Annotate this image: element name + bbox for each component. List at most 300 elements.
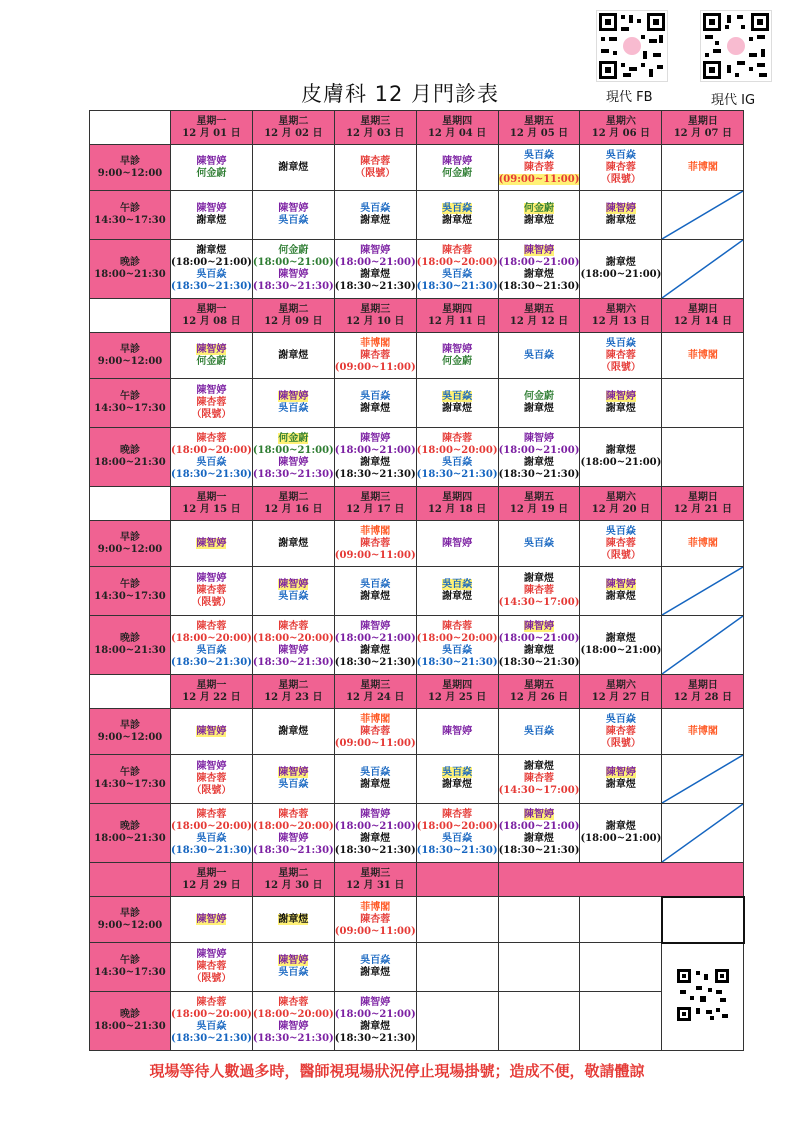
entry-text: 陳杏蓉 xyxy=(196,621,227,632)
date-label: 12 月 31 日 xyxy=(346,879,405,891)
doctor-entry xyxy=(499,215,580,227)
date-label: 12 月 07 日 xyxy=(673,127,732,139)
slot-name: 午診 xyxy=(120,203,140,214)
doctor-entry xyxy=(580,269,661,281)
weekday-label: 星期五 xyxy=(524,115,554,127)
entry-text: (18:30~21:30) xyxy=(171,1033,252,1044)
doctor-entry xyxy=(580,526,661,538)
doctor-entry xyxy=(417,356,498,368)
entry-text: 陳杏蓉 xyxy=(360,537,391,549)
doctor-entry xyxy=(335,526,416,538)
entry-text: (18:30~21:30) xyxy=(252,1033,334,1044)
doctor-entry xyxy=(580,350,661,362)
doctor-entry xyxy=(253,997,334,1009)
doctor-entry xyxy=(171,809,252,821)
entry-text: 謝章煜 xyxy=(605,591,636,602)
entry-text: 陳智婷 xyxy=(196,155,227,167)
doctor-entry xyxy=(417,168,498,180)
doctor-entry xyxy=(171,281,252,293)
doctor-entry xyxy=(171,433,252,445)
date-label: 12 月 20 日 xyxy=(591,503,651,515)
entry-text: 謝章煜 xyxy=(442,591,473,602)
entry-text: 陳智婷 xyxy=(442,155,473,167)
doctor-entry xyxy=(335,338,416,350)
doctor-entry xyxy=(662,162,743,174)
entry-text: 吳百焱 xyxy=(360,579,391,590)
entry-text: (18:00~20:00) xyxy=(171,1009,252,1020)
entry-text: 謝章煜 xyxy=(524,269,554,280)
slot-name: 午診 xyxy=(120,391,140,402)
doctor-entry xyxy=(171,409,252,421)
entry-text: (18:00~20:00) xyxy=(171,445,252,456)
schedule-cell xyxy=(416,191,498,240)
slot-row-evening xyxy=(90,428,744,487)
schedule-cell xyxy=(171,333,253,379)
empty-cell xyxy=(498,992,580,1051)
entry-text: (18:30~21:30) xyxy=(334,281,416,292)
schedule-cell xyxy=(334,145,416,191)
entry-text: 陳智婷 xyxy=(360,997,391,1008)
slot-label xyxy=(90,145,171,191)
slot-row-morning xyxy=(90,521,744,567)
doctor-entry xyxy=(253,445,334,457)
day-header xyxy=(416,487,498,521)
entry-text: 謝章煜 xyxy=(605,403,636,414)
doctor-entry xyxy=(335,457,416,469)
entry-text: (18:00~21:00) xyxy=(498,257,580,268)
entry-text: (18:00~21:00) xyxy=(252,257,334,268)
weekday-label: 星期二 xyxy=(278,491,309,503)
entry-text: 陳智婷 xyxy=(605,391,636,402)
day-header xyxy=(416,111,498,145)
weekday-label: 星期四 xyxy=(442,491,473,503)
doctor-entry xyxy=(499,726,580,738)
entry-text: 吳百焱 xyxy=(278,779,309,790)
doctor-entry xyxy=(499,457,580,469)
schedule-cell xyxy=(334,191,416,240)
entry-text: （限號） xyxy=(191,785,232,796)
doctor-entry xyxy=(499,538,580,550)
doctor-entry xyxy=(171,961,252,973)
entry-text: 謝章煜 xyxy=(278,537,309,549)
schedule-cell xyxy=(334,521,416,567)
doctor-entry xyxy=(580,162,661,174)
empty-cell xyxy=(416,943,498,992)
entry-text: 陳智婷 xyxy=(360,809,391,820)
schedule-cell xyxy=(416,616,498,675)
entry-text: 陳智婷 xyxy=(278,955,309,966)
slot-label xyxy=(90,428,171,487)
entry-text: (18:00~21:00) xyxy=(498,445,580,456)
doctor-entry xyxy=(335,215,416,227)
doctor-entry xyxy=(499,162,580,174)
doctor-entry xyxy=(417,257,498,269)
ig-label: 現代 IG xyxy=(711,93,756,108)
closed-cell xyxy=(662,240,744,299)
day-header xyxy=(334,299,416,333)
entry-text: 吳百焱 xyxy=(524,149,554,161)
entry-text: (18:00~20:00) xyxy=(171,633,252,644)
schedule-cell xyxy=(171,567,253,616)
entry-text: 吳百焱 xyxy=(605,337,636,349)
day-header xyxy=(171,111,253,145)
entry-text: (18:30~21:30) xyxy=(334,845,416,856)
entry-text: (18:30~21:30) xyxy=(171,281,252,292)
date-label: 12 月 17 日 xyxy=(346,503,405,515)
doctor-entry xyxy=(417,269,498,281)
doctor-entry xyxy=(335,550,416,562)
doctor-entry xyxy=(253,257,334,269)
doctor-entry xyxy=(253,391,334,403)
entry-text: 陳杏蓉 xyxy=(605,725,636,737)
entry-text: 菲博閣 xyxy=(687,349,718,361)
doctor-entry xyxy=(335,845,416,857)
doctor-entry xyxy=(171,833,252,845)
entry-text: 吳百焱 xyxy=(196,645,227,656)
date-label: 12 月 18 日 xyxy=(427,503,487,515)
weekday-label: 星期二 xyxy=(278,867,309,879)
entry-text: （限號） xyxy=(191,409,232,420)
entry-text: 謝章煜 xyxy=(360,645,391,656)
entry-text: 陳杏蓉 xyxy=(360,913,391,925)
slot-time: 18:00~21:30 xyxy=(94,645,166,656)
entry-text: (18:00~20:00) xyxy=(416,257,498,268)
doctor-entry xyxy=(253,1033,334,1045)
entry-text: 陳智婷 xyxy=(278,457,309,468)
date-label: 12 月 08 日 xyxy=(182,315,241,327)
entry-text: (18:00~20:00) xyxy=(252,1009,334,1020)
entry-text: 陳智婷 xyxy=(278,767,309,778)
slot-label xyxy=(90,755,171,804)
doctor-entry xyxy=(580,738,661,750)
entry-text: 吳百焱 xyxy=(196,269,227,280)
doctor-entry xyxy=(580,821,661,833)
entry-text: 陳智婷 xyxy=(196,913,227,925)
weekday-label: 星期日 xyxy=(687,303,718,315)
doctor-entry xyxy=(171,997,252,1009)
closed-cell xyxy=(662,191,744,240)
empty-cell xyxy=(416,897,498,943)
entry-text: 陳杏蓉 xyxy=(196,773,227,784)
doctor-entry xyxy=(171,457,252,469)
doctor-entry xyxy=(580,767,661,779)
entry-text: (18:30~21:30) xyxy=(252,845,334,856)
day-header xyxy=(252,487,334,521)
schedule-cell xyxy=(580,333,662,379)
schedule-cell xyxy=(416,240,498,299)
doctor-entry xyxy=(335,997,416,1009)
slot-label xyxy=(90,992,171,1051)
schedule-cell xyxy=(171,755,253,804)
entry-text: 陳智婷 xyxy=(196,537,227,549)
slot-time: 18:00~21:30 xyxy=(94,269,166,280)
entry-text: (18:00~21:00) xyxy=(498,633,580,644)
doctor-entry xyxy=(499,391,580,403)
entry-text: 陳智婷 xyxy=(360,621,391,632)
schedule-cell xyxy=(580,379,662,428)
entry-text: 謝章煜 xyxy=(524,645,554,656)
doctor-entry xyxy=(417,579,498,591)
doctor-entry xyxy=(171,469,252,481)
entry-text: (18:30~21:30) xyxy=(252,657,334,668)
schedule-cell xyxy=(416,709,498,755)
doctor-entry xyxy=(335,433,416,445)
empty-cell xyxy=(580,992,662,1051)
date-label: 12 月 15 日 xyxy=(182,503,241,515)
entry-text: 吳百焱 xyxy=(196,457,227,468)
slot-label xyxy=(90,804,171,863)
weekday-label: 星期五 xyxy=(524,491,554,503)
schedule-cell xyxy=(498,240,580,299)
entry-text: 吳百焱 xyxy=(524,537,554,549)
entry-text: 吳百焱 xyxy=(442,203,473,214)
qr-cell xyxy=(662,943,744,1051)
weekday-label: 星期六 xyxy=(605,303,636,315)
doctor-entry xyxy=(171,773,252,785)
page-title: 皮膚科 12 月門診表 xyxy=(300,82,500,106)
doctor-entry xyxy=(335,403,416,415)
doctor-entry xyxy=(253,914,334,926)
doctor-entry xyxy=(335,156,416,168)
doctor-entry xyxy=(417,645,498,657)
doctor-entry xyxy=(417,767,498,779)
entry-text: 謝章煜 xyxy=(524,403,554,414)
entry-text: 謝章煜 xyxy=(605,779,636,790)
doctor-entry xyxy=(499,809,580,821)
entry-text: 陳智婷 xyxy=(278,579,309,590)
slot-name: 晚診 xyxy=(120,821,140,832)
date-label: 12 月 14 日 xyxy=(673,315,732,327)
doctor-entry xyxy=(499,281,580,293)
doctor-entry xyxy=(171,645,252,657)
slot-name: 午診 xyxy=(120,955,140,966)
doctor-entry xyxy=(417,245,498,257)
schedule-cell xyxy=(662,521,744,567)
slot-row-afternoon xyxy=(90,379,744,428)
entry-text: （限號） xyxy=(600,361,641,373)
doctor-entry xyxy=(171,949,252,961)
doctor-entry xyxy=(171,821,252,833)
closed-cell xyxy=(662,755,744,804)
entry-text: 謝章煜 xyxy=(605,257,636,268)
doctor-entry xyxy=(253,538,334,550)
weekday-label: 星期日 xyxy=(687,115,718,127)
day-header xyxy=(580,675,662,709)
entry-text: (18:00~20:00) xyxy=(252,633,334,644)
header-corner xyxy=(90,487,171,521)
doctor-entry xyxy=(171,538,252,550)
entry-text: （限號） xyxy=(600,549,641,561)
entry-text: (09:00~11:00) xyxy=(334,361,416,373)
schedule-cell xyxy=(498,145,580,191)
weekday-label: 星期三 xyxy=(360,303,391,315)
doctor-entry xyxy=(417,726,498,738)
entry-text: 謝章煜 xyxy=(360,779,391,790)
doctor-entry xyxy=(253,203,334,215)
doctor-entry xyxy=(171,397,252,409)
schedule-cell xyxy=(171,428,253,487)
slot-label xyxy=(90,897,171,943)
weekday-label: 星期三 xyxy=(360,491,391,503)
doctor-entry xyxy=(171,1021,252,1033)
schedule-cell xyxy=(580,145,662,191)
date-label: 12 月 28 日 xyxy=(673,691,732,703)
weekday-label: 星期四 xyxy=(442,303,473,315)
doctor-entry xyxy=(171,657,252,669)
doctor-entry xyxy=(253,657,334,669)
slot-name: 早診 xyxy=(120,719,140,731)
doctor-entry xyxy=(253,845,334,857)
slot-time: 14:30~17:30 xyxy=(94,215,166,226)
doctor-entry xyxy=(335,833,416,845)
entry-text: （限號） xyxy=(191,973,232,984)
entry-text: (18:00~21:00) xyxy=(252,445,334,456)
slot-row-evening xyxy=(90,992,744,1051)
doctor-entry xyxy=(580,726,661,738)
doctor-entry xyxy=(171,269,252,281)
entry-text: 陳杏蓉 xyxy=(524,773,554,784)
entry-text: (18:00~21:00) xyxy=(580,457,662,468)
entry-text: 陳杏蓉 xyxy=(196,433,227,444)
entry-text: 何金蔚 xyxy=(442,167,473,179)
weekday-label: 星期五 xyxy=(524,679,554,691)
weekday-label: 星期一 xyxy=(196,303,227,315)
doctor-entry xyxy=(171,845,252,857)
weekday-label: 星期四 xyxy=(442,679,473,691)
entry-text: 何金蔚 xyxy=(442,355,473,367)
entry-text: 陳杏蓉 xyxy=(196,961,227,972)
doctor-entry xyxy=(499,433,580,445)
entry-text: 謝章煜 xyxy=(360,457,391,468)
doctor-entry xyxy=(253,645,334,657)
entry-text: (18:30~21:30) xyxy=(498,469,580,480)
entry-text: (18:00~21:00) xyxy=(334,821,416,832)
entry-text: 謝章煜 xyxy=(360,833,391,844)
entry-text: 陳智婷 xyxy=(278,269,309,280)
doctor-entry xyxy=(417,445,498,457)
schedule-cell xyxy=(252,145,334,191)
entry-text: （限號） xyxy=(355,167,396,179)
entry-text: 謝章煜 xyxy=(442,779,473,790)
entry-text: 何金蔚 xyxy=(196,355,227,367)
schedule-cell xyxy=(498,379,580,428)
day-header xyxy=(334,487,416,521)
slot-name: 晚診 xyxy=(120,1009,140,1020)
date-label: 12 月 19 日 xyxy=(509,503,569,515)
doctor-entry xyxy=(171,168,252,180)
diagonal-line xyxy=(662,755,743,803)
doctor-entry xyxy=(580,403,661,415)
doctor-entry xyxy=(499,785,580,797)
day-header xyxy=(662,487,744,521)
doctor-entry xyxy=(417,391,498,403)
doctor-entry xyxy=(499,445,580,457)
entry-text: (18:00~21:00) xyxy=(334,633,416,644)
doctor-entry xyxy=(171,785,252,797)
entry-text: 吳百焱 xyxy=(278,967,309,978)
schedule-cell xyxy=(580,567,662,616)
date-label: 12 月 04 日 xyxy=(427,127,487,139)
entry-text: 謝章煜 xyxy=(524,215,554,226)
weekday-label: 星期一 xyxy=(196,867,227,879)
day-header xyxy=(334,863,416,897)
day-header xyxy=(252,299,334,333)
schedule-cell xyxy=(662,333,744,379)
header-corner xyxy=(90,111,171,145)
slot-name: 午診 xyxy=(120,767,140,778)
slot-name: 午診 xyxy=(120,579,140,590)
slot-row-afternoon xyxy=(90,567,744,616)
schedule-cell xyxy=(580,709,662,755)
doctor-entry xyxy=(171,344,252,356)
entry-text: (09:00~11:00) xyxy=(334,925,416,937)
entry-text: 陳杏蓉 xyxy=(196,997,227,1008)
doctor-entry xyxy=(253,281,334,293)
doctor-entry xyxy=(499,469,580,481)
schedule-cell xyxy=(580,191,662,240)
schedule-cell xyxy=(498,709,580,755)
schedule-cell xyxy=(334,804,416,863)
doctor-entry xyxy=(335,767,416,779)
entry-text: 吳百焱 xyxy=(360,767,391,778)
doctor-entry xyxy=(499,257,580,269)
doctor-entry xyxy=(171,1009,252,1021)
entry-text: （限號） xyxy=(600,173,641,185)
doctor-entry xyxy=(335,281,416,293)
entry-text: 謝章煜 xyxy=(278,725,309,737)
entry-text: 吳百焱 xyxy=(360,203,391,214)
doctor-entry xyxy=(499,245,580,257)
doctor-entry xyxy=(499,150,580,162)
doctor-entry xyxy=(171,914,252,926)
entry-text: 陳杏蓉 xyxy=(360,349,391,361)
doctor-entry xyxy=(171,356,252,368)
day-header xyxy=(334,111,416,145)
schedule-cell xyxy=(580,804,662,863)
entry-text: (18:00~20:00) xyxy=(416,633,498,644)
entry-text: 陳杏蓉 xyxy=(605,537,636,549)
doctor-entry xyxy=(171,1033,252,1045)
doctor-entry xyxy=(335,350,416,362)
schedule-cell xyxy=(252,709,334,755)
entry-text: 陳杏蓉 xyxy=(442,809,473,820)
entry-text: (18:30~21:30) xyxy=(252,469,334,480)
week-header-row xyxy=(90,863,744,897)
doctor-entry xyxy=(335,362,416,374)
doctor-entry xyxy=(335,269,416,281)
doctor-entry xyxy=(335,902,416,914)
entry-text: 吳百焱 xyxy=(524,349,554,361)
entry-text: 吳百焱 xyxy=(442,579,473,590)
entry-text: 菲博閣 xyxy=(360,337,391,349)
schedule-cell xyxy=(580,521,662,567)
schedule-cell xyxy=(498,333,580,379)
entry-text: 謝章煜 xyxy=(605,633,636,644)
entry-text: 陳杏蓉 xyxy=(360,725,391,737)
schedule-cell xyxy=(252,333,334,379)
weekday-label: 星期六 xyxy=(605,491,636,503)
slot-name: 晚診 xyxy=(120,257,140,268)
doctor-entry xyxy=(499,403,580,415)
slot-name: 早診 xyxy=(120,343,140,355)
schedule-cell xyxy=(171,145,253,191)
slot-row-evening xyxy=(90,240,744,299)
diagonal-line xyxy=(662,616,743,674)
week-header-row xyxy=(90,675,744,709)
entry-text: 陳杏蓉 xyxy=(278,621,309,632)
schedule-cell xyxy=(334,428,416,487)
day-header xyxy=(252,675,334,709)
